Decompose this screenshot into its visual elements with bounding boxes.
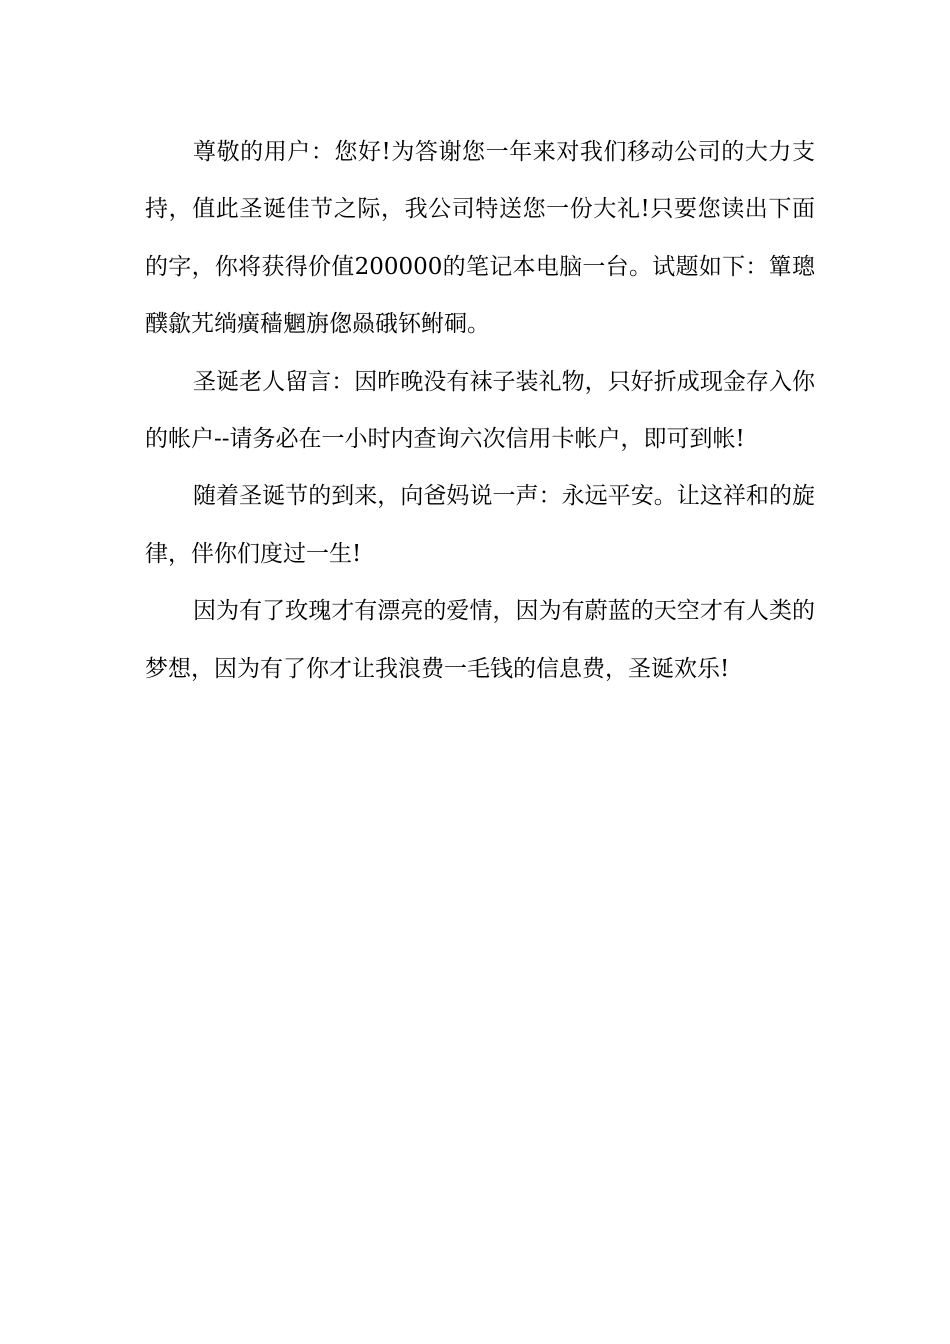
paragraph-greeting: 尊敬的用户：您好!为答谢您一年来对我们移动公司的大力支持，值此圣诞佳节之际，我公司特送您一份大礼!只要您读出下面的字，你将获得价值200000的笔记本电脑一台。试题如下：簞璁醭歙艽绱癀穑魍旃偬赑硪钚鲋硐。 [145, 139, 815, 338]
document-body [145, 124, 815, 698]
paragraph-santa-message: 圣诞老人留言：因昨晚没有袜子装礼物，只好折成现金存入你的帐户--请务必在一小时内查询六次信用卡帐户，即可到帐! [145, 368, 815, 453]
paragraph-closing-wish: 因为有了玫瑰才有漂亮的爱情，因为有蔚蓝的天空才有人类的梦想，因为有了你才让我浪费一毛钱的信息费，圣诞欢乐! [145, 598, 815, 682]
paragraph-parents-wish: 随着圣诞节的到来，向爸妈说一声：永远平安。让这祥和的旋律，伴你们度过一生! [145, 483, 815, 567]
